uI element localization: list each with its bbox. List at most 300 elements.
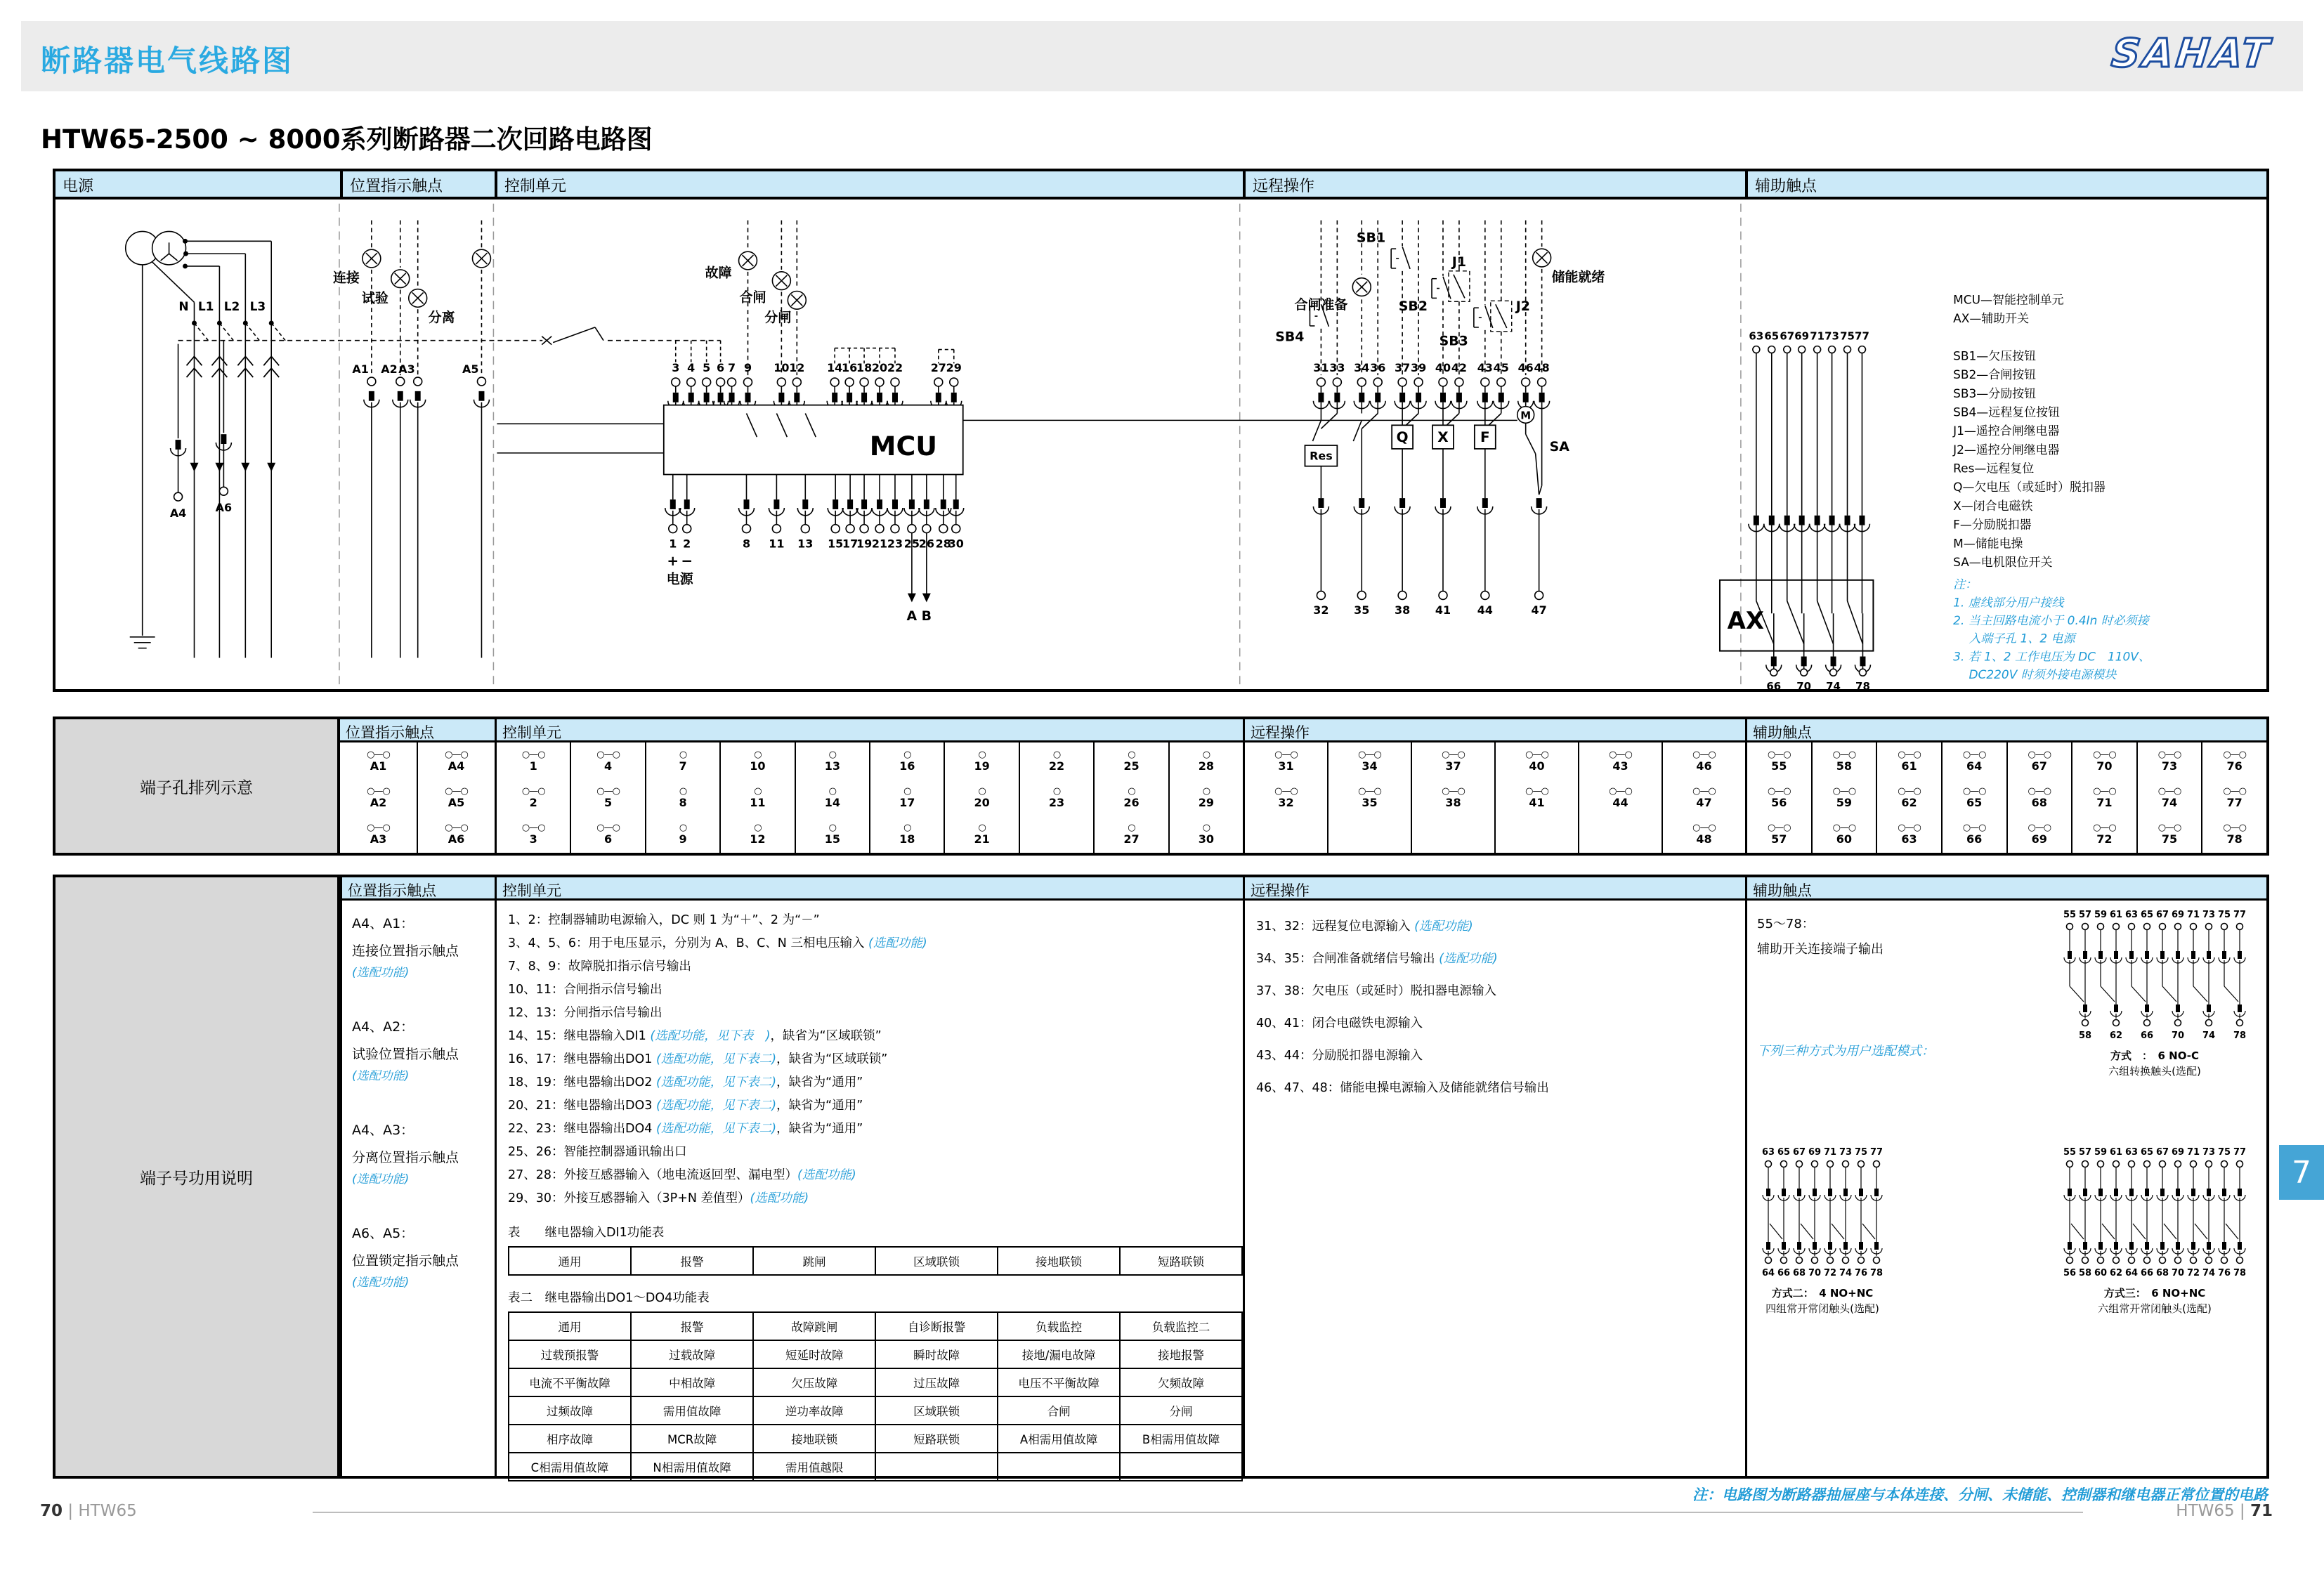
terminal-number: 68: [2155, 1268, 2169, 1278]
terminal-hole-number: 44: [1612, 795, 1628, 809]
function-line: [508, 1164, 1243, 1187]
do-table-cell: 过载故障: [631, 1340, 753, 1368]
terminal-hole-number: 3: [529, 832, 537, 846]
switch-blade: [1801, 1224, 1813, 1239]
terminal-circle: [846, 525, 854, 533]
terminal-hole-number: 22: [1048, 759, 1065, 773]
terminal-cell: [870, 779, 944, 816]
mode-caption: 方式三： 6 NO+NC: [2103, 1287, 2206, 1300]
function-line: [1256, 910, 1745, 943]
terminal-hole-number: 31: [1278, 759, 1294, 773]
page-title: 断路器电气线路图: [41, 44, 294, 78]
terminal-circle: [1770, 669, 1777, 676]
function-col-position: [340, 877, 495, 1476]
terminal-number: 55: [2063, 1147, 2077, 1158]
terminal-column: [1941, 742, 2006, 853]
plug-contact-icon: [2207, 951, 2211, 959]
terminal-cell: [1496, 779, 1578, 816]
terminal-hole-icon: ○: [978, 785, 986, 797]
terminal-hole-icon: ○—○: [1962, 785, 1986, 797]
terminal-number: 68: [1792, 1268, 1806, 1278]
function-line: [508, 909, 1243, 932]
plug-contact-icon: [2098, 1189, 2103, 1196]
terminal-circle: [2067, 924, 2073, 930]
terminal-circle: [1522, 378, 1530, 386]
terminal-number: 65: [1764, 329, 1780, 343]
terminal-column: [1093, 742, 1168, 853]
arrow-down-icon: [908, 594, 916, 603]
terminal-cell: [721, 779, 794, 816]
terminal-number: 58: [2078, 1030, 2092, 1041]
terminal-number: 78: [1869, 1268, 1884, 1278]
terminal-cell: [1170, 816, 1243, 853]
di1-table-cell: 通用: [509, 1247, 631, 1275]
plug-contact-icon: [892, 393, 898, 403]
terminal-cell: [1663, 742, 1745, 779]
terminal-number: 63: [2124, 1147, 2139, 1158]
terminal-circle: [1843, 1257, 1849, 1264]
terminal-hole-icon: ○—○: [2157, 785, 2181, 797]
terminal-hole-number: 27: [1123, 832, 1140, 846]
terminal-hole-number: A4: [448, 759, 465, 773]
terminal-hole-icon: ○: [1202, 823, 1210, 834]
terminal-number: 73: [1824, 329, 1839, 343]
terminal-circle: [845, 378, 854, 386]
legend-line: Q—欠电压（或延时）脱扣器: [1953, 480, 2106, 495]
do-table-cell: C相需用值故障: [509, 1453, 631, 1481]
note-line: DC220V 时须外接电源模块: [1953, 667, 2117, 682]
do-table-cell: 过压故障: [875, 1368, 998, 1396]
terminal-column: [2136, 742, 2202, 853]
diagram-label: M: [1520, 409, 1532, 422]
lamp-label: 分闸: [764, 310, 792, 325]
plug-contact-icon: [877, 499, 882, 509]
terminal-column: [417, 742, 495, 853]
plug-contact-icon: [1860, 657, 1865, 667]
terminal-number: 75: [2217, 910, 2231, 920]
legend-line: SA—电机限位开关: [1953, 555, 2053, 569]
do-table-cell: A相需用值故障: [998, 1425, 1120, 1453]
plug-contact-icon: [2207, 1189, 2211, 1196]
terminal-number: 63: [2124, 910, 2139, 920]
terminal-column: [2071, 742, 2136, 853]
terminal-circle: [1481, 378, 1489, 386]
plug-contact-icon: [2238, 1005, 2242, 1012]
terminal-number: 13: [797, 537, 814, 551]
function-text: ，缺省为“通用”: [776, 1099, 863, 1113]
terminal-cell: [1020, 816, 1093, 853]
terminal-number: 76: [2217, 1268, 2231, 1278]
do-table-cell: [1120, 1453, 1242, 1481]
terminal-hole-icon: ○—○: [2223, 749, 2247, 760]
terminal-number: 33: [1329, 361, 1345, 375]
do-table-cell: [875, 1453, 998, 1481]
diagram-label: +: [667, 553, 679, 569]
terminal-group-header: 辅助触点: [1747, 719, 2266, 742]
terminal-circle: [1827, 1161, 1834, 1167]
terminal-hole-icon: ○—○: [1962, 823, 1986, 834]
plug-contact-icon: [1859, 1189, 1863, 1196]
terminal-hole-number: 60: [1836, 832, 1853, 846]
plug-contact-icon: [1334, 393, 1340, 403]
terminal-hole-number: 8: [679, 795, 687, 809]
terminal-hole-icon: ○—○: [2093, 749, 2116, 760]
function-text: 14、15：继电器输入DI1: [508, 1029, 651, 1043]
plug-contact-icon: [2114, 951, 2118, 959]
plug-contact-icon: [478, 391, 484, 401]
terminal-hole-number: A3: [370, 832, 387, 846]
legend-line: SB2—合闸按钮: [1953, 367, 2037, 382]
plug-contact-icon: [1399, 393, 1405, 403]
plug-contact-icon: [892, 499, 898, 509]
terminal-number: 72: [1823, 1268, 1837, 1278]
mode-caption: 六组转换触头(选配): [2108, 1065, 2201, 1078]
terminal-number: 28: [935, 537, 951, 551]
terminal-hole-icon: ○: [1128, 785, 1135, 797]
position-entry-text: A6、A5：: [352, 1226, 414, 1241]
terminal-hole-icon: ○: [903, 785, 911, 797]
function-col-control-header: 控制单元: [497, 877, 1243, 901]
terminal-number: 77: [2233, 910, 2247, 920]
position-entry-text: A4、A2：: [352, 1019, 414, 1035]
terminal-hole-icon: ○: [754, 749, 762, 760]
terminal-hole-icon: ○—○: [596, 749, 620, 760]
terminal-hole-number: 61: [1901, 759, 1917, 773]
terminal-hole-number: 70: [2096, 759, 2113, 773]
terminal-number: 69: [1808, 1147, 1822, 1158]
terminal-circle: [830, 378, 839, 386]
legend-line: J1—遥控合闸继电器: [1953, 424, 2060, 438]
terminal-cell: [1579, 816, 1662, 853]
terminal-circle: [1858, 346, 1865, 353]
terminal-circle: [891, 378, 899, 386]
terminal-hole-icon: ○—○: [2157, 749, 2181, 760]
terminal-column: [869, 742, 944, 853]
terminal-cell: [1412, 816, 1494, 853]
terminal-cell: [1813, 816, 1876, 853]
terminal-circle: [1796, 1257, 1803, 1264]
wire: [1539, 485, 1542, 495]
position-entry-text: (选配功能): [352, 1172, 410, 1186]
terminal-group-cols: [497, 742, 1243, 853]
plug-contact-icon: [2083, 1189, 2087, 1196]
terminal-circle: [2221, 1161, 2228, 1167]
terminal-hole-icon: ○—○: [2028, 749, 2051, 760]
terminal-hole-number: 19: [974, 759, 990, 773]
function-text: ，缺省为“区域联锁”: [770, 1029, 882, 1043]
terminal-circle: [1829, 346, 1836, 353]
terminal-cell: [1579, 742, 1662, 779]
terminal-cell: [1747, 742, 1811, 779]
switch-blade: [1312, 420, 1321, 441]
switch-blade: [2162, 986, 2176, 1002]
terminal-number: 20: [871, 361, 888, 375]
terminal-circle: [414, 377, 422, 386]
terminal-hole-icon: ○—○: [1767, 749, 1791, 760]
terminal-circle: [2098, 1161, 2104, 1167]
relay-label: J2: [1515, 299, 1530, 315]
terminal-number: 73: [1839, 1147, 1853, 1158]
terminal-cell: [2072, 779, 2136, 816]
switch-blade: [1496, 304, 1507, 328]
phase-label: L1: [197, 299, 214, 314]
plug-contact-icon: [1843, 1242, 1848, 1250]
aux-entries: [1747, 901, 2266, 1476]
component-label: SB1: [1356, 230, 1386, 246]
terminal-cell: [2138, 779, 2202, 816]
function-line: [508, 1141, 1243, 1164]
plug-contact-icon: [794, 393, 799, 403]
do-table-cell: 电流不平衡故障: [509, 1368, 631, 1396]
function-line: [508, 1071, 1243, 1094]
terminal-number: 63: [1761, 1147, 1775, 1158]
terminal-number: 45: [1493, 361, 1509, 375]
terminal-cell: [571, 742, 644, 779]
plug-contact-icon: [2098, 951, 2103, 959]
switch-blade: [1402, 247, 1410, 269]
terminal-hole-number: 62: [1901, 795, 1917, 809]
terminal-number: 31: [1313, 361, 1329, 375]
terminal-hole-number: 1: [529, 759, 537, 773]
plug-contact-icon: [773, 499, 779, 509]
plug-contact-icon: [847, 393, 852, 403]
terminal-circle: [908, 525, 916, 533]
terminal-hole-number: 18: [899, 832, 915, 846]
terminal-number: A4: [169, 506, 187, 520]
terminal-number: 6: [717, 361, 725, 375]
do-table-cell: 相序故障: [509, 1425, 631, 1453]
terminal-circle: [922, 525, 931, 533]
terminal-circle: [1373, 378, 1382, 386]
plug-contact-icon: [1843, 1189, 1848, 1196]
do-table-cell: B相需用值故障: [1120, 1425, 1242, 1453]
plug-contact-icon: [1523, 393, 1529, 403]
terminal-hole-number: 20: [974, 795, 990, 809]
plug-contact-icon: [832, 393, 837, 403]
terminal-hole-icon: ○—○: [521, 749, 545, 760]
do-table-cell: 接地/漏电故障: [998, 1340, 1120, 1368]
terminal-circle: [2113, 1020, 2120, 1026]
terminal-cell: [2008, 742, 2072, 779]
function-text: 37、38：欠电压（或延时）脱扣器电源输入: [1256, 984, 1497, 998]
terminal-hole-icon: ○—○: [596, 785, 620, 797]
plug-contact-icon: [2176, 1005, 2180, 1012]
terminal-cell: [2138, 742, 2202, 779]
wire: [219, 323, 233, 341]
function-text: ，缺省为“通用”: [776, 1122, 863, 1136]
terminal-number: 76: [1854, 1268, 1868, 1278]
plug-contact-icon: [2222, 1242, 2226, 1250]
terminal-circle: [703, 378, 711, 386]
terminal-circle: [2160, 924, 2166, 930]
plug-contact-icon: [2083, 1242, 2087, 1250]
terminal-cell: [340, 816, 417, 853]
plug-contact-icon: [2145, 1189, 2149, 1196]
switch-blade: [2133, 1224, 2146, 1239]
terminal-column: [2201, 742, 2266, 853]
terminal-hole-icon: ○—○: [1898, 823, 1921, 834]
terminal-cell: [1329, 816, 1411, 853]
diagram-column-headers: [56, 171, 2266, 199]
plug-contact-icon: [1359, 498, 1364, 508]
terminal-hole-number: 48: [1696, 832, 1712, 846]
function-text: 18、19：继电器输出DO2: [508, 1075, 656, 1089]
terminal-hole-number: 21: [974, 832, 990, 846]
terminal-hole-number: 47: [1696, 795, 1712, 809]
terminal-circle: [891, 525, 899, 533]
terminal-number: 39: [1410, 361, 1427, 375]
terminal-cell: [1943, 742, 2006, 779]
terminal-circle: [860, 525, 868, 533]
switch-blade: [2132, 986, 2146, 1002]
terminal-number: 26: [918, 537, 934, 551]
terminal-cell: [2008, 816, 2072, 853]
terminal-number: 69: [2171, 910, 2185, 920]
terminal-number: 69: [1794, 329, 1810, 343]
do-table-cell: 瞬时故障: [875, 1340, 998, 1368]
component-label: SB4: [1275, 329, 1305, 345]
terminal-circle: [1317, 591, 1325, 600]
terminal-hole-number: 74: [2161, 795, 2178, 809]
terminal-number: 61: [2109, 910, 2123, 920]
terminal-hole-number: 56: [1771, 795, 1787, 809]
switch-blade: [2164, 1224, 2176, 1239]
terminal-hole-number: A5: [448, 795, 465, 809]
terminal-column: [1327, 742, 1411, 853]
plug-contact-icon: [176, 440, 181, 450]
terminal-circle: [2067, 1257, 2073, 1264]
di1-table-cell: 区域联锁: [875, 1247, 998, 1275]
terminal-circle: [2144, 1020, 2150, 1026]
aux-intro-line: 辅助开关连接端子输出: [1757, 942, 1884, 957]
terminal-hole-number: 69: [2031, 832, 2047, 846]
wire: [271, 323, 285, 341]
lamp-label: 试验: [361, 290, 389, 306]
terminal-circle: [1781, 1161, 1787, 1167]
position-entry-text: 试验位置指示触点: [352, 1047, 459, 1062]
col-header-control: 控制单元: [495, 171, 1243, 197]
terminal-number: 74: [2202, 1268, 2216, 1278]
terminal-number: 25: [903, 537, 920, 551]
terminal-cell: [1747, 816, 1811, 853]
switch-blade: [553, 327, 595, 343]
terminal-hole-number: 9: [679, 832, 687, 846]
plug-contact-icon: [1769, 516, 1775, 525]
page-header-bar: [21, 21, 2303, 91]
terminal-circle: [2160, 1161, 2166, 1167]
plug-contact-icon: [2098, 1242, 2103, 1250]
terminal-number: 71: [2186, 910, 2200, 920]
terminal-hole-icon: ○: [679, 749, 687, 760]
terminal-number: 77: [1855, 329, 1869, 343]
terminal-number: 15: [828, 537, 844, 551]
terminal-circle: [1814, 346, 1821, 353]
terminal-circle: [860, 378, 868, 386]
function-text: 34、35：合闸准备就绪信号输出: [1256, 952, 1440, 966]
plug-contact-icon: [369, 391, 374, 401]
terminal-hole-icon: ○—○: [1609, 749, 1632, 760]
mode-caption: 四组常开常闭触头(选配): [1765, 1302, 1879, 1315]
terminal-number: 64: [2124, 1268, 2139, 1278]
legend-line: SB4—远程复位按钮: [1953, 405, 2060, 419]
terminal-hole-number: 23: [1048, 795, 1065, 809]
terminal-hole-icon: ○—○: [367, 749, 390, 760]
note-line: 2. 当主回路电流小于 0.4In 时必须接: [1953, 613, 2149, 628]
terminal-group-cols: [1245, 742, 1745, 853]
mode-caption: 六组常开常闭触头(选配): [2098, 1302, 2212, 1315]
terminal-circle: [2098, 924, 2104, 930]
terminal-circle: [1414, 378, 1423, 386]
footer-divider-line: [313, 1512, 2083, 1513]
function-line: [1256, 975, 1745, 1007]
do-table-cell: 接地报警: [1120, 1340, 1242, 1368]
optional-feature-note: (选配功能，见下表二): [655, 1075, 777, 1089]
function-text: 25、26：智能控制器通讯输出口: [508, 1145, 687, 1159]
legend-line: Res—远程复位: [1953, 461, 2035, 476]
terminal-hole-icon: ○: [1128, 823, 1135, 834]
arrow-down-icon: [922, 594, 931, 603]
terminal-circle: [772, 525, 781, 533]
terminal-number: 62: [2109, 1030, 2123, 1041]
terminal-circle: [2113, 1161, 2120, 1167]
terminal-column: [1019, 742, 1093, 853]
terminal-hole-number: 17: [899, 795, 915, 809]
terminal-number: 70: [1808, 1268, 1822, 1278]
terminal-hole-icon: ○: [679, 785, 687, 797]
function-text: 3、4、5、6：用于电压显示，分别为 A、B、C、N 三相电压输入: [508, 936, 869, 950]
terminal-circle: [2160, 1257, 2166, 1264]
terminal-cell: [1943, 779, 2006, 816]
terminal-hole-number: 11: [750, 795, 766, 809]
terminal-number: 70: [2171, 1268, 2185, 1278]
plug-contact-icon: [1874, 1242, 1879, 1250]
terminal-cell: [721, 816, 794, 853]
plug-contact-icon: [2238, 1189, 2242, 1196]
terminal-number: 7: [728, 361, 736, 375]
di1-table-title: 表 继电器输入DI1功能表: [508, 1226, 665, 1240]
plug-contact-icon: [1318, 498, 1324, 508]
di1-table-cell: 报警: [631, 1247, 753, 1275]
plug-contact-icon: [1845, 516, 1850, 525]
terminal-column: [645, 742, 719, 853]
lamp-label: 分离: [428, 310, 455, 325]
plug-contact-icon: [1828, 1189, 1832, 1196]
plug-contact-icon: [2129, 951, 2134, 959]
terminal-hole-icon: ○: [828, 823, 836, 834]
terminal-hole-number: 67: [2031, 759, 2047, 773]
footer-left-brand: HTW65: [78, 1502, 137, 1520]
terminal-circle: [219, 487, 228, 495]
terminal-column: [570, 742, 644, 853]
terminal-number: A3: [398, 362, 415, 377]
terminal-cell: [796, 816, 869, 853]
terminal-circle: [1812, 1257, 1818, 1264]
do-table-cell: 接地联锁: [753, 1425, 875, 1453]
terminal-circle: [2144, 1161, 2150, 1167]
terminal-circle: [2082, 1161, 2089, 1167]
terminal-circle: [2129, 1161, 2135, 1167]
terminal-circle: [1753, 346, 1760, 353]
plug-contact-icon: [951, 393, 957, 403]
plug-contact-icon: [1859, 1242, 1863, 1250]
terminal-number: 30: [948, 537, 964, 551]
switch-blade: [1353, 420, 1362, 441]
terminal-number: 71: [1823, 1147, 1837, 1158]
terminal-hole-number: 2: [529, 795, 537, 809]
terminal-number: 19: [856, 537, 873, 551]
terminal-group-header: 控制单元: [497, 719, 1243, 742]
terminal-circle: [952, 525, 960, 533]
